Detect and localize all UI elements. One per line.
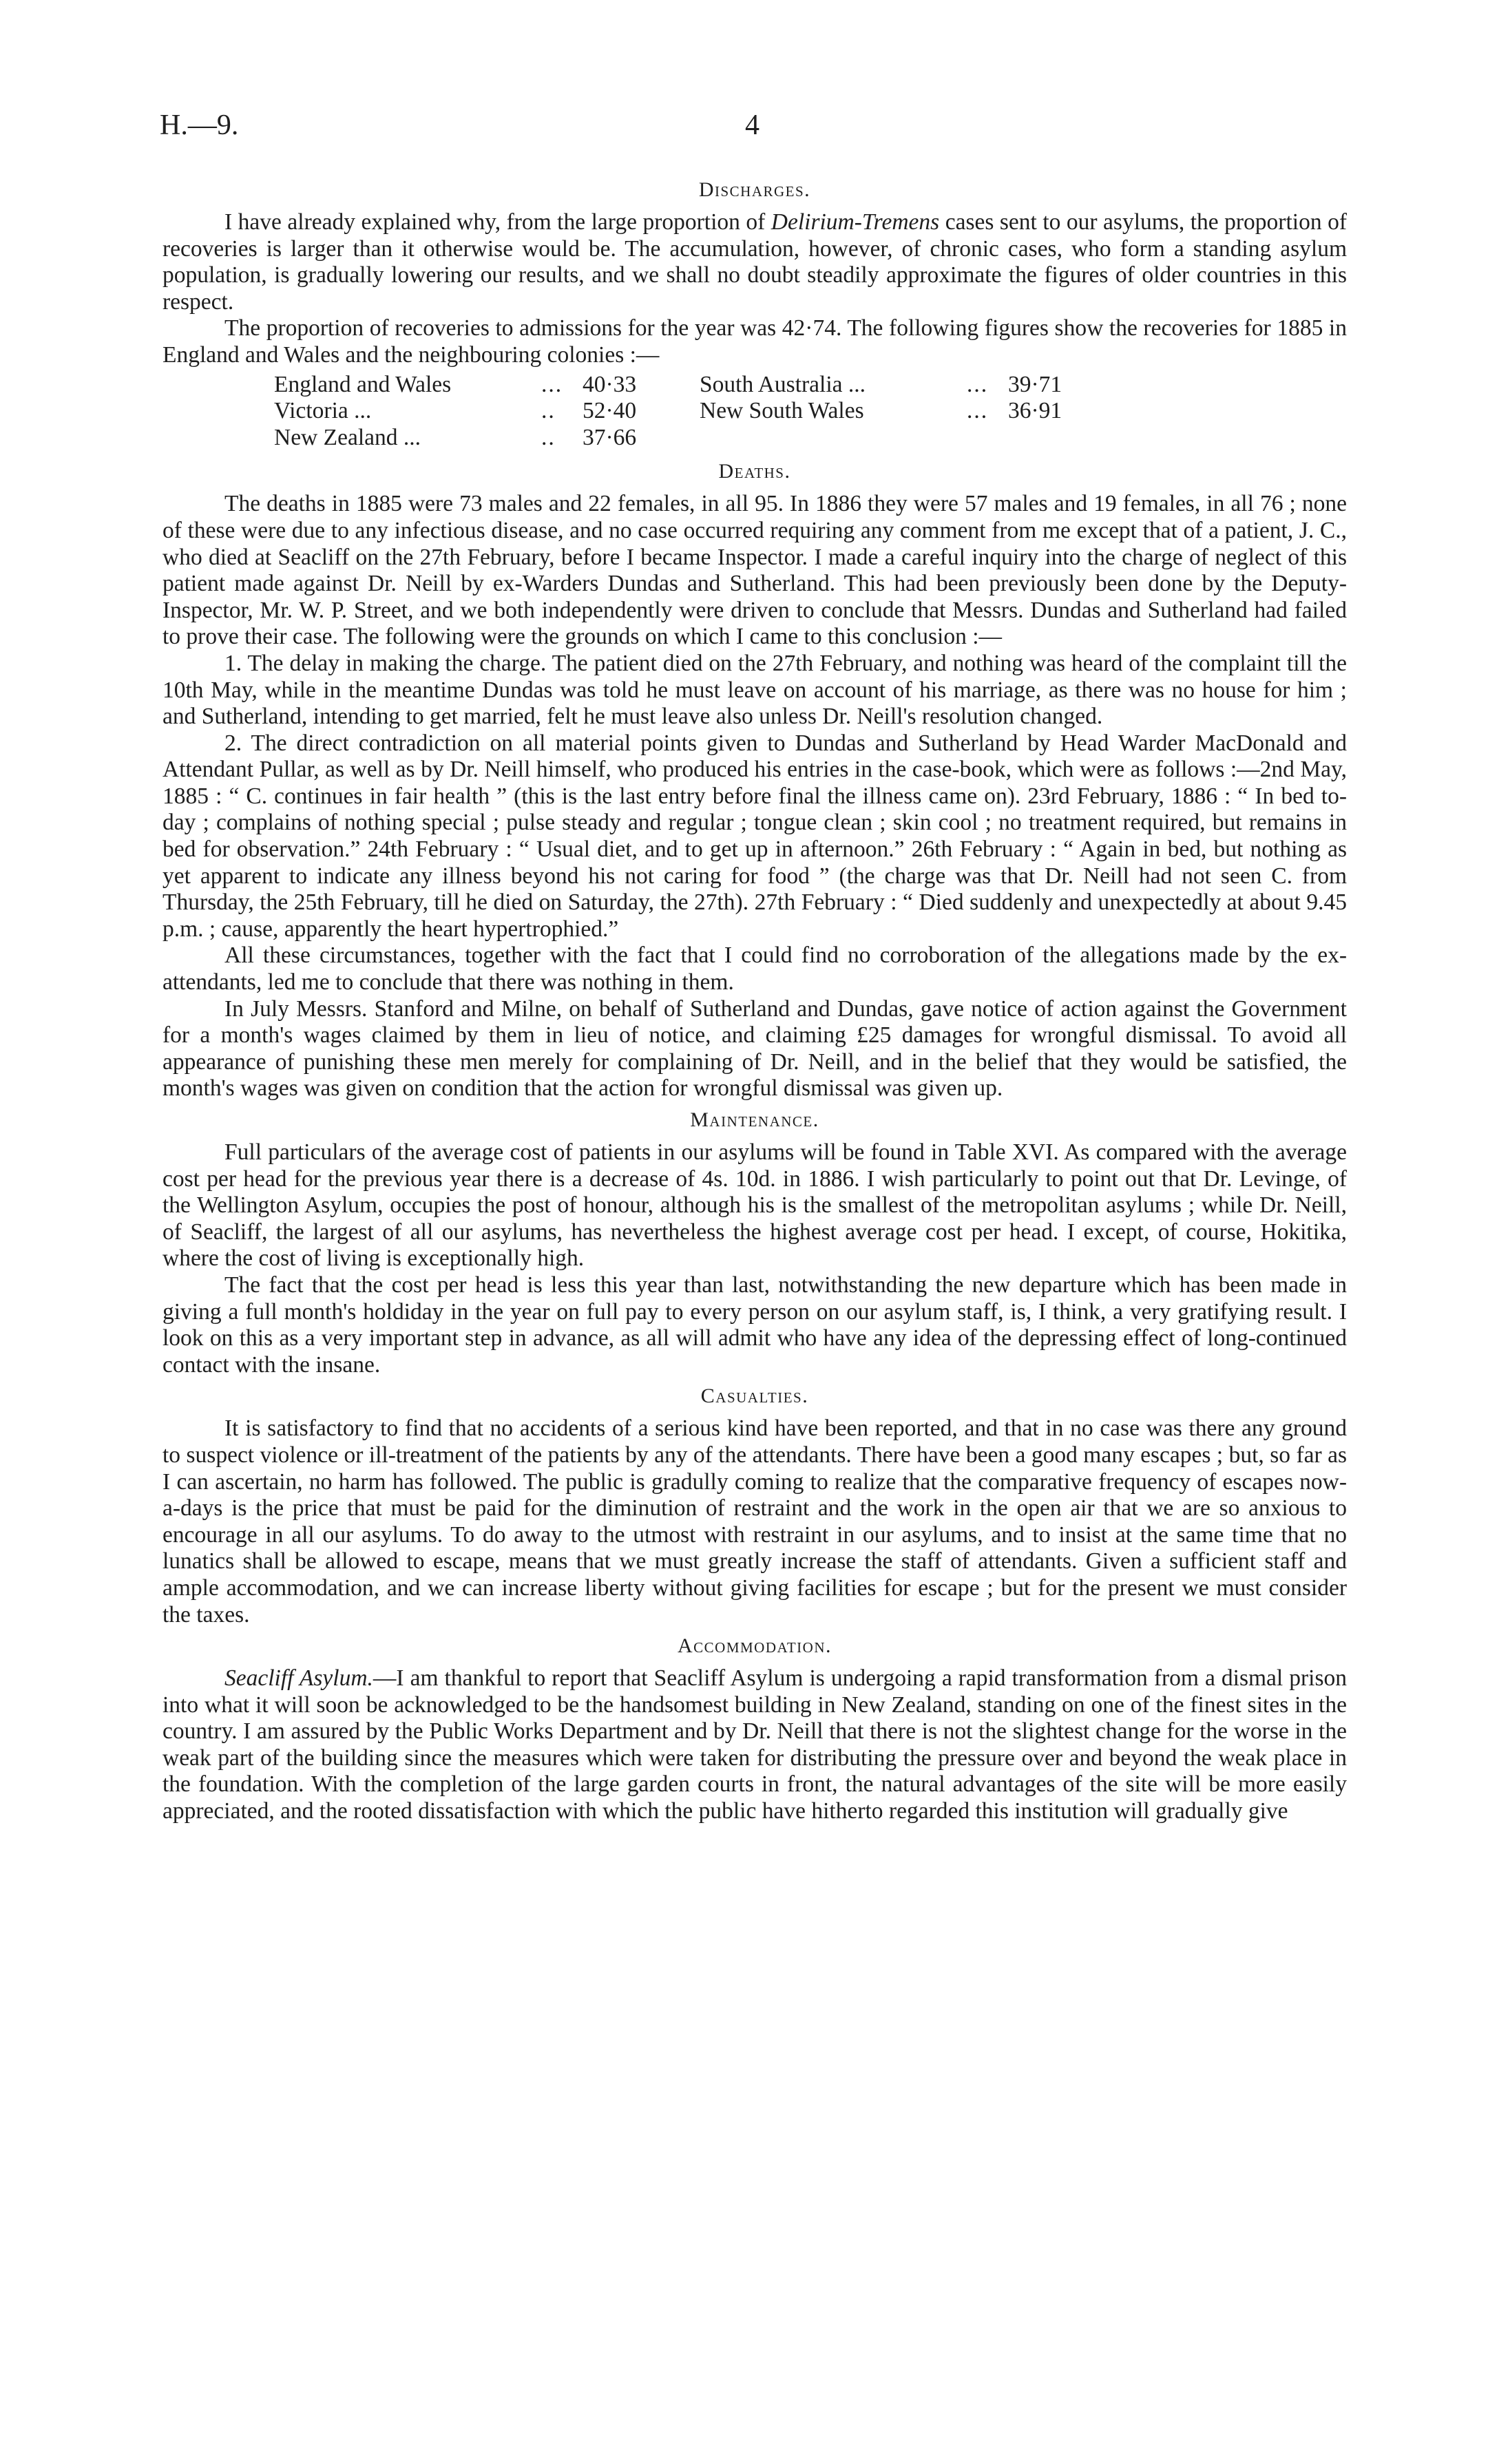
region-name: New South Wales (700, 398, 864, 424)
region-name: Victoria ... (274, 398, 372, 424)
seacliff-asylum-term: Seacliff Asylum. (224, 1665, 373, 1692)
discharges-paragraph-2: The proportion of recoveries to admissions for the year was 42·74. The following figures show the recoveries for 1885 in England and Wales and the neighbouring colonies :— (163, 315, 1347, 368)
discharges-paragraph-1: I have already explained why, from the large proportion of Delirium-Tremens cases sent to our asylums, the proportion of recoveries is larger than it otherwise would be. The accumulation, however, of chronic cases, who form a standing asylum population, is gradually lowering our results, and we shall no doubt steadily approximate the figures of older countries in this respect. (163, 209, 1347, 315)
report-body (163, 172, 1347, 1825)
recoveries-table (274, 372, 1125, 452)
recovery-rate: 40·33 (583, 371, 637, 397)
document-reference: H.—9. (160, 109, 239, 141)
region-name: South Australia ... (700, 371, 866, 397)
deaths-paragraph-1: The deaths in 1885 were 73 males and 22 females, in all 95. In 1886 they were 57 males and 19 females, in all 76 ; none of these were due to any infectious disease, and no case occurred requiring any comment from me except that of a patient, J. C., who died at Seacliff on the 27th February, before I became Inspector. I made a careful inquiry into the charge of neglect of this patient made against Dr. Neill by ex-Warders Dundas and Sutherland. This had been previously been done by the Deputy-Inspector, Mr. W. P. Street, and we both independently were driven to conclude that Messrs. Dundas and Sutherland had failed to prove their case. The following were the grounds on which I came to this conclusion :— (163, 491, 1347, 650)
deaths-paragraph-3: 2. The direct contradiction on all material points given to Dundas and Sutherland by Head Warder MacDonald and Attendant Pullar, as well as by Dr. Neill himself, who produced his entries in the case-book, which were as follows :—2nd May, 1885 : “ C. continues in fair health ” (this is the last entry before final the illness came on). 23rd February, 1886 : “ In bed to-day ; complains of nothing special ; pulse steady and regular ; tongue clean ; skin cool ; no treatment required, but remains in bed for observation.” 24th February : “ Usual diet, and to get up in afternoon.” 26th February : “ Again in bed, but nothing as yet apparent to indicate any illness beyond his not caring for food ” (the charge was that Dr. Neill had not seen C. from Thursday, the 25th February, till he died on Saturday, the 27th). 27th February : “ Died suddenly and unexpectedly at about 9.45 p.m. ; cause, apparently the heart hypertrophied.” (163, 730, 1347, 942)
recovery-rate: 37·66 (583, 424, 637, 450)
delirium-tremens-term: Delirium-Tremens (771, 209, 940, 235)
maintenance-paragraph-1: Full particulars of the average cost of patients in our asylums will be found in Table XVI. As compared with the average cost per head for the previous year there is a decrease of 4s. 10d. in 1886. I wish particularly to point out that Dr. Levinge, of the Wellington Asylum, occupies the post of honour, although his is the smallest of the metropolitan asylums ; while Dr. Neill, of Seacliff, the largest of all our asylums, has nevertheless the highest average cost per head. I except, of course, Hokitika, where the cost of living is exceptionally high. (163, 1139, 1347, 1272)
maintenance-paragraph-2: The fact that the cost per head is less this year than last, notwithstanding the new departure which has been made in giving a full month's holdiday in the year on full pay to every person on our asylum staff, is, I think, a very gratifying result. I look on this as a very important step in advance, as all will admit who have any idea of the depressing effect of long-continued contact with the insane. (163, 1272, 1347, 1378)
region-name: New Zealand ... (274, 424, 421, 450)
casualties-paragraph-1: It is satisfactory to find that no accidents of a serious kind have been reported, and that in no case was there any ground to suspect violence or ill-treatment of the patients by any of the attendants. There have been a good many escapes ; but, so far as I can ascertain, no harm has followed. The public is gradully coming to realize that the comparative frequency of escapes now-a-days is the price that must be paid for the diminution of restraint and the work in the open air that we are so anxious to encourage in all our asylums. To do away to the utmost with restraint in our asylums, and to insist at the same time that no lunatics shall be allowed to escape, means that we must greatly increase the staff of attendants. Given a sufficient staff and ample accommodation, and we can increase liberty without giving facilities for escape ; but for the present we must consider the taxes. (163, 1415, 1347, 1628)
deaths-paragraph-5: In July Messrs. Stanford and Milne, on behalf of Sutherland and Dundas, gave notice of action against the Government for a month's wages claimed by them in lieu of notice, and claiming £25 damages for wrongful dismissal. To avoid all appearance of punishing these men merely for complaining of Dr. Neill, and in the belief that they would be satisfied, the month's wages was given on condition that the action for wrongful dismissal was given up. (163, 996, 1347, 1102)
page-header (160, 109, 1328, 150)
recovery-rate: 52·40 (583, 398, 637, 424)
discharges-heading: Discharges. (698, 178, 811, 201)
deaths-paragraph-4: All these circumstances, together with the fact that I could find no corroboration of the allegations made by the ex-attendants, led me to conclude that there was nothing in them. (163, 943, 1347, 996)
casualties-heading: Casualties. (700, 1384, 809, 1408)
recovery-rate: 36·91 (1008, 398, 1062, 424)
recoveries-row: New Zealand ... .. 37·66 (274, 425, 1125, 452)
accommodation-heading: Accommodation. (677, 1634, 832, 1658)
deaths-paragraph-2: 1. The delay in making the charge. The patient died on the 27th February, and nothing was heard of the complaint till the 10th May, while in the meantime Dundas was told he must leave on account of his marriage, as there was no house for him ; and Sutherland, intending to get married, felt he must leave also unless Dr. Neill's resolution changed. (163, 650, 1347, 730)
recovery-rate: 39·71 (1008, 371, 1062, 397)
recoveries-row: Victoria ... .. 52·40 New South Wales ... 36·91 (274, 398, 1125, 425)
maintenance-heading: Maintenance. (690, 1108, 819, 1131)
page-number: 4 (745, 109, 759, 141)
deaths-heading: Deaths. (718, 460, 791, 483)
recoveries-row: England and Wales ... 40·33 South Australia ... ... 39·71 (274, 372, 1125, 399)
accommodation-paragraph-1: Seacliff Asylum.—I am thankful to report that Seacliff Asylum is undergoing a rapid transformation from a dismal prison into what it will soon be acknowledged to be the handsomest building in New Zealand, standing on one of the finest sites in the country. I am assured by the Public Works Department and by Dr. Neill that there is not the slightest change for the worse in the weak part of the building since the measures which were taken for distributing the pressure over and beyond the weak place in the foundation. With the completion of the large garden courts in front, the natural advantages of the site will be more easily appreciated, and the rooted dissatisfaction with which the public have hitherto regarded this institution will gradually give (163, 1665, 1347, 1824)
region-name: England and Wales (274, 371, 452, 397)
